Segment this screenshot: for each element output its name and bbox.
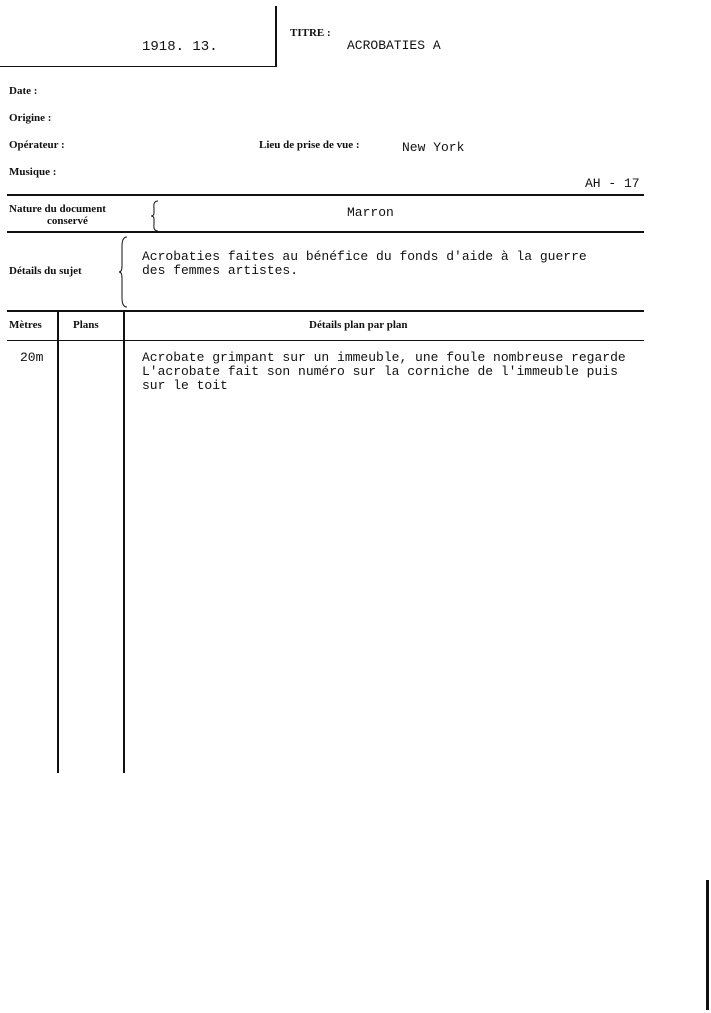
fields-bottom-rule: [7, 194, 644, 196]
operateur-label: Opérateur :: [9, 139, 65, 151]
nature-value: Marron: [347, 205, 394, 220]
lieu-label: Lieu de prise de vue :: [259, 139, 360, 151]
row-metres: 20m: [20, 350, 44, 365]
lieu-value: New York: [402, 140, 465, 155]
row-detail-line1: Acrobate grimpant sur un immeuble, une foule nombreuse regarde: [142, 350, 626, 365]
col-header-details: Détails plan par plan: [309, 319, 408, 331]
col-header-plans: Plans: [73, 319, 99, 331]
col-header-metres: Mètres: [9, 319, 42, 331]
details-bottom-rule: [7, 310, 644, 312]
row-detail-line3: sur le toit: [142, 378, 228, 393]
details-sujet-line2: des femmes artistes.: [142, 263, 299, 278]
col-divider-plans: [123, 312, 125, 773]
details-sujet-line1: Acrobaties faites au bénéfice du fonds d'aide à la guerre: [142, 249, 587, 264]
row-detail-line2: L'acrobate fait son numéro sur la corniche de l'immeuble puis: [142, 364, 618, 379]
titre-value: ACROBATIES A: [347, 38, 441, 53]
details-sujet-label: Détails du sujet: [9, 265, 82, 277]
archive-code: AH - 17: [585, 176, 640, 191]
table-header-rule: [7, 340, 644, 341]
reference-number: 1918. 13.: [142, 39, 218, 55]
header-divider: [275, 6, 277, 66]
musique-label: Musique :: [9, 166, 57, 178]
nature-label-line1: Nature du document: [9, 203, 106, 215]
nature-brace-icon: [150, 200, 160, 232]
col-divider-metres: [57, 312, 59, 773]
header-bottom-rule: [0, 66, 277, 67]
titre-label: TITRE :: [290, 27, 331, 39]
date-label: Date :: [9, 85, 38, 97]
details-brace-icon: [118, 236, 130, 308]
origine-label: Origine :: [9, 112, 52, 124]
scan-edge: [706, 880, 709, 1010]
nature-label-line2: conservé: [47, 215, 88, 227]
nature-bottom-rule: [7, 231, 644, 233]
